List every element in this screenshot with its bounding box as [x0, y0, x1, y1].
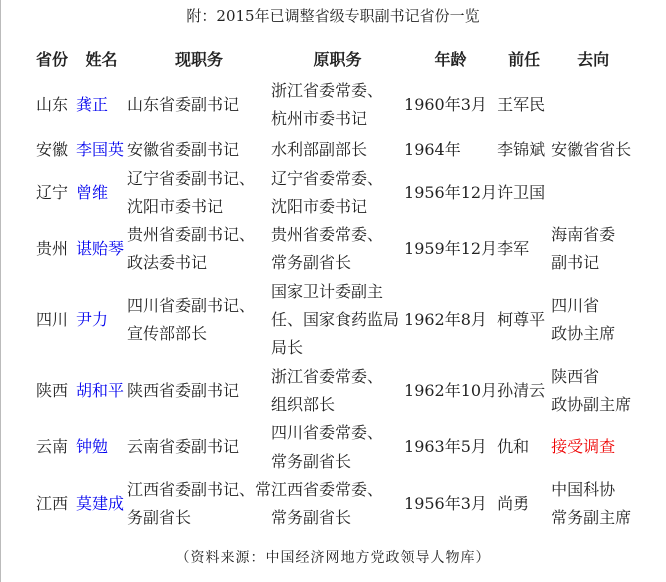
birth-date-cell: 1963年5月	[404, 437, 487, 457]
current-post-cell-line: 宣传部部长	[127, 324, 208, 344]
birth-date-cell: 1962年8月	[404, 310, 487, 330]
predecessor-cell: 仇和	[497, 437, 530, 457]
current-post-cell-line: 云南省委副书记	[127, 437, 240, 457]
name-link[interactable]: 曾维	[76, 182, 109, 202]
destination-cell-line: 接受调查	[551, 437, 616, 457]
destination-cell-line: 中国科协	[551, 479, 616, 499]
source-note: （资料来源：中国经济网地方党政领导人物库）	[175, 550, 491, 566]
province-cell: 陕西	[36, 380, 69, 400]
header-province: 省份	[36, 50, 69, 69]
current-post-cell-line: 辽宁省委副书记、	[127, 168, 256, 188]
officials-table	[36, 46, 635, 532]
previous-post-cell-line: 贵州省委常委、	[271, 225, 384, 245]
destination-cell-line: 海南省委	[551, 225, 616, 245]
destination-cell	[551, 419, 635, 476]
previous-post-cell	[271, 74, 404, 136]
name-link[interactable]: 钟勉	[76, 437, 109, 457]
destination-cell-line: 陕西省	[551, 366, 600, 386]
previous-post-cell-line: 浙江省委常委、	[271, 81, 384, 100]
table-row	[36, 278, 635, 363]
previous-post-cell-line: 局长	[271, 338, 304, 358]
birth-date-cell: 1960年3月	[404, 95, 487, 115]
destination-cell	[551, 278, 635, 363]
current-post-cell-line: 四川省委副书记、	[127, 295, 256, 315]
destination-cell	[551, 476, 635, 533]
table-title: 附：2015年已调整省级专职副书记省份一览	[186, 7, 480, 25]
previous-post-cell-line: 常务副省长	[271, 451, 352, 471]
birth-date-cell: 1962年10月	[404, 380, 498, 400]
header-current-post: 现职务	[175, 50, 224, 69]
name-link[interactable]: 莫建成	[76, 494, 125, 513]
previous-post-cell-line: 辽宁省委常委、	[271, 168, 384, 188]
table-row	[36, 221, 635, 278]
previous-post-cell-line: 国家卫计委副主	[271, 281, 384, 301]
destination-cell	[551, 165, 635, 222]
name-link[interactable]: 尹力	[76, 310, 109, 330]
predecessor-cell: 王军民	[497, 95, 546, 115]
previous-post-cell-line: 水利部副部长	[271, 140, 368, 160]
table-row	[36, 363, 635, 420]
previous-post-cell-line: 浙江省委常委、	[271, 366, 384, 386]
previous-post-cell-line: 江西省委常委、	[271, 479, 384, 499]
name-link[interactable]: 胡和平	[76, 380, 125, 400]
predecessor-cell: 李锦斌	[497, 140, 546, 160]
current-post-cell	[127, 363, 271, 420]
destination-cell-line: 政协主席	[551, 324, 616, 344]
destination-cell	[551, 136, 635, 164]
birth-date-cell: 1959年12月	[404, 239, 498, 259]
current-post-cell-line: 务副省长	[127, 508, 192, 528]
destination-cell	[551, 363, 635, 420]
table-row	[36, 476, 635, 533]
predecessor-cell: 许卫国	[497, 182, 546, 202]
name-link[interactable]: 谌贻琴	[76, 239, 125, 259]
header-age: 年龄	[434, 50, 467, 69]
destination-cell-line: 安徽省省长	[551, 140, 632, 160]
previous-post-cell	[271, 136, 404, 164]
previous-post-cell-line: 组织部长	[271, 394, 336, 414]
left-border	[0, 0, 1, 582]
name-link[interactable]: 龚正	[76, 95, 109, 115]
province-cell: 安徽	[36, 140, 69, 160]
previous-post-cell-line: 常务副省长	[271, 253, 352, 273]
current-post-cell	[127, 278, 271, 363]
current-post-cell	[127, 476, 271, 533]
previous-post-cell	[271, 419, 404, 476]
previous-post-cell-line: 四川省委常委、	[271, 423, 384, 443]
current-post-cell-line: 沈阳市委书记	[127, 196, 224, 216]
previous-post-cell-line: 任、国家食药监局	[271, 310, 400, 330]
header-name: 姓名	[85, 50, 118, 69]
table-row	[36, 419, 635, 476]
birth-date-cell: 1956年12月	[404, 182, 498, 202]
predecessor-cell: 孙清云	[497, 380, 546, 400]
current-post-cell-line: 陕西省委副书记	[127, 380, 240, 400]
current-post-cell	[127, 419, 271, 476]
header-predecessor: 前任	[508, 50, 541, 69]
header-destination: 去向	[577, 50, 610, 69]
current-post-cell-line: 山东省委副书记	[127, 95, 240, 115]
destination-cell	[551, 74, 635, 136]
previous-post-cell	[271, 476, 404, 533]
predecessor-cell: 柯尊平	[497, 310, 546, 330]
province-cell: 四川	[36, 310, 69, 330]
predecessor-cell: 尚勇	[497, 494, 530, 513]
current-post-cell-line: 江西省委副书记、常	[127, 479, 272, 499]
province-cell: 山东	[36, 95, 69, 115]
province-cell: 江西	[36, 494, 69, 513]
province-cell: 云南	[36, 437, 69, 457]
birth-date-cell: 1956年3月	[404, 494, 487, 513]
previous-post-cell-line: 常务副省长	[271, 508, 352, 528]
province-cell: 贵州	[36, 239, 69, 259]
current-post-cell-line: 安徽省委副书记	[127, 140, 240, 160]
current-post-cell	[127, 74, 271, 136]
destination-cell-line: 四川省	[551, 295, 600, 315]
previous-post-cell-line: 杭州市委书记	[271, 109, 368, 129]
birth-date-cell: 1964年	[404, 140, 461, 160]
name-link[interactable]: 李国英	[76, 140, 125, 160]
previous-post-cell-line: 沈阳市委书记	[271, 196, 368, 216]
header-previous-post: 原职务	[313, 50, 362, 69]
table-row	[36, 165, 635, 222]
previous-post-cell	[271, 363, 404, 420]
current-post-cell-line: 政法委书记	[127, 253, 208, 273]
predecessor-cell: 李军	[497, 239, 530, 259]
header-row	[36, 46, 635, 74]
previous-post-cell	[271, 221, 404, 278]
destination-cell-line: 常务副主席	[551, 508, 632, 528]
current-post-cell	[127, 221, 271, 278]
previous-post-cell	[271, 278, 404, 363]
table-row	[36, 74, 635, 136]
destination-cell-line: 副书记	[551, 253, 600, 273]
destination-cell	[551, 221, 635, 278]
province-cell: 辽宁	[36, 182, 69, 202]
current-post-cell-line: 贵州省委副书记、	[127, 225, 256, 245]
current-post-cell	[127, 136, 271, 164]
table-row	[36, 136, 635, 164]
previous-post-cell	[271, 165, 404, 222]
destination-cell-line: 政协副主席	[551, 394, 632, 414]
current-post-cell	[127, 165, 271, 222]
